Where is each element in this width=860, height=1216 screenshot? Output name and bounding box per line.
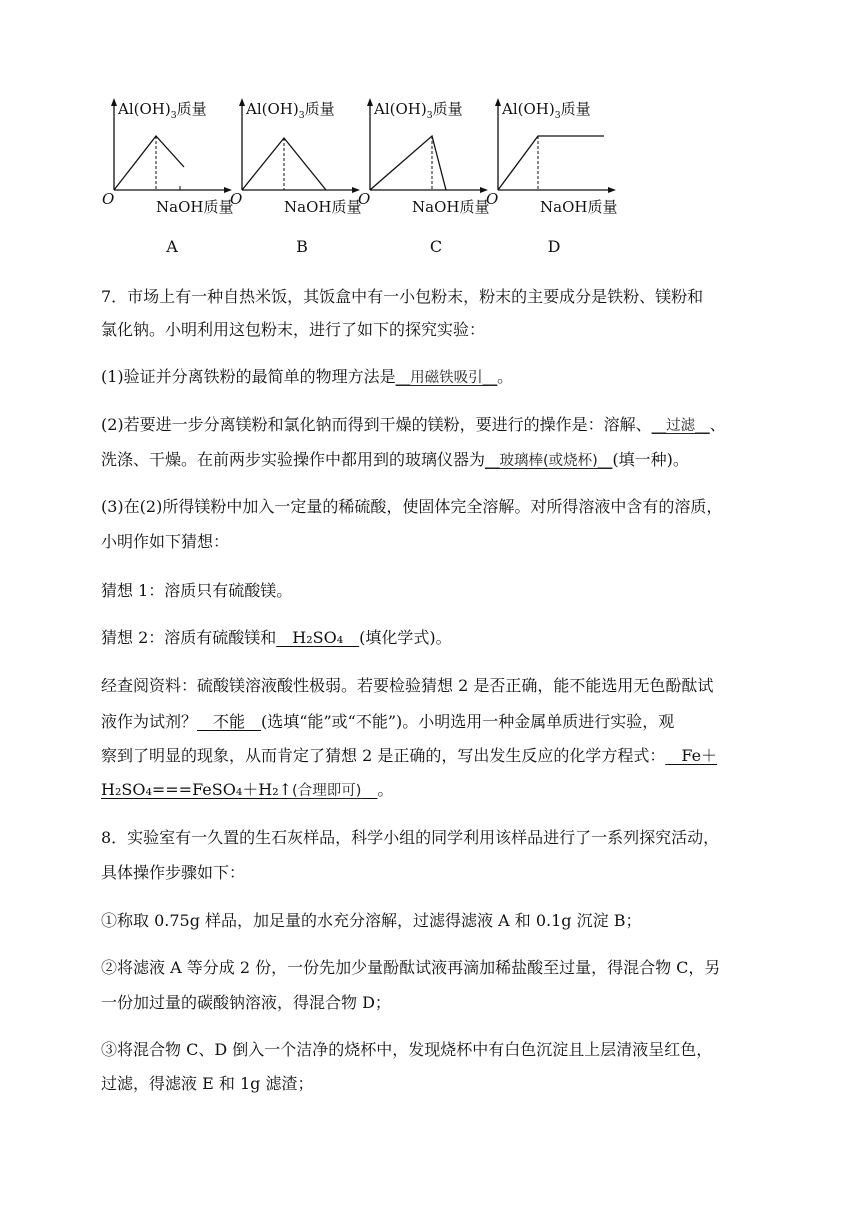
q7-part3-line-1: (3)在(2)所得镁粉中加入一定量的稀硫酸，使固体完全溶解。对所得溶液中含有的溶质， [101, 497, 723, 516]
q7-part1-end: 。 [497, 367, 514, 386]
q8-step-3-line-1: ③将混合物 C、D 倒入一个洁净的烧杯中，发现烧杯中有白色沉淀且上层清液呈红色， [101, 1040, 713, 1059]
caption-a: A [166, 237, 178, 256]
q7-check-line-2 [101, 711, 761, 733]
q7-check-tail: (选填“能”或“不能”)。小明选用一种金属单质进行实验，观 [261, 712, 675, 731]
graph-a [102, 96, 234, 256]
caption-c: C [429, 237, 443, 256]
q7-part2-line-1 [101, 414, 761, 437]
q7-part1-answer: __用磁铁吸引__ [395, 370, 498, 386]
y-axis-label: $Al(OH)_3$质量 [502, 100, 591, 121]
curve [114, 136, 184, 190]
q7-guess-2 [101, 627, 761, 649]
q7-equation-answer: H₂SO₄===FeSO₄＋H₂↑ [101, 780, 293, 799]
x-axis-label: NaOH质量 [284, 198, 362, 216]
graph-c [358, 96, 490, 256]
curve [370, 136, 446, 190]
q7-equation-answer-start: __Fe＋ [665, 746, 718, 765]
caption-b: B [296, 237, 308, 256]
q8-step-2-line-1: ②将滤液 A 等分成 2 份，一份先加少量酚酞试液再滴加稀盐酸至过量，得混合物 C，另 [101, 958, 721, 977]
q8-step-3-line-2: 过滤，得滤液 E 和 1g 滤渣； [101, 1074, 314, 1093]
y-axis-label: $Al(OH)_3$质量 [118, 100, 207, 121]
q7-check-answer: __不能__ [197, 712, 262, 731]
q7-equation-note: (合理即可) [292, 783, 362, 799]
q7-part2-answer: __过滤__ [651, 418, 710, 434]
q8-intro-line-1: 8．实验室有一久置的生石灰样品，科学小组的同学利用该样品进行了一系列探究活动， [101, 828, 720, 847]
q7-check-line-3 [101, 745, 761, 767]
q7-equation-prompt: 察到了明显的现象，从而肯定了猜想 2 是正确的，写出发生反应的化学方程式： [101, 746, 666, 765]
q7-guess-2-end: (填化学式)。 [359, 628, 452, 647]
x-axis-label: NaOH质量 [412, 198, 490, 216]
x-axis-label: NaOH质量 [540, 198, 618, 216]
origin-label: O [230, 190, 243, 208]
x-axis-arrow [608, 187, 616, 193]
curve [498, 136, 604, 190]
y-axis-arrow [239, 98, 245, 106]
q7-part2b-prompt: 洗涤、干燥。在前两步实验操作中都用到的玻璃仪器为 [101, 450, 486, 469]
y-axis-arrow [367, 98, 373, 106]
q7-part1 [101, 366, 761, 389]
y-axis-arrow [111, 98, 117, 106]
q7-guess-2-answer: __H₂SO₄__ [276, 628, 360, 647]
q7-check-prompt: 液作为试剂？ [101, 712, 198, 731]
q8-step-1: ①称取 0.75g 样品，加足量的水充分溶解，过滤得滤液 A 和 0.1g 沉淀 B； [101, 911, 642, 930]
graph-b [230, 96, 362, 256]
q8-step-2-line-2: 一份加过量的碳酸钠溶液，得混合物 D； [101, 993, 391, 1012]
q7-part1-prompt: (1)验证并分离铁粉的最简单的物理方法是 [101, 367, 396, 386]
x-axis-label: NaOH质量 [156, 198, 234, 216]
graph-d [486, 96, 618, 256]
q7-guess-2-prompt: 猜想 2：溶质有硫酸镁和 [101, 628, 277, 647]
q7-guess-1: 猜想 1：溶质只有硫酸镁。 [101, 581, 293, 600]
q7-intro-line-1: 7．市场上有一种自热米饭，其饭盒中有一小包粉末，粉末的主要成分是铁粉、镁粉和 [101, 287, 704, 306]
y-axis-label: $Al(OH)_3$质量 [246, 100, 335, 121]
q7-check-line-4 [101, 779, 761, 802]
origin-label: O [358, 190, 371, 208]
q7-part3-line-2: 小明作如下猜想： [101, 532, 230, 551]
caption-d: D [547, 237, 561, 256]
q8-intro-line-2: 具体操作步骤如下： [101, 863, 246, 882]
q7-part2-sep: 、 [709, 415, 726, 434]
q7-part2-line-2 [101, 449, 761, 472]
graph-row [100, 96, 620, 266]
origin-label: O [486, 190, 499, 208]
q7-intro-line-2: 氯化钠。小明利用这包粉末，进行了如下的探究实验： [101, 320, 486, 339]
q7-equation-blank-end: __ [361, 780, 378, 799]
q7-part2-prompt: (2)若要进一步分离镁粉和氯化钠而得到干燥的镁粉，要进行的操作是：溶解、 [101, 415, 652, 434]
q7-check-line-1: 经查阅资料：硫酸镁溶液酸性极弱。若要检验猜想 2 是否正确，能不能选用无色酚酞试 [101, 676, 714, 695]
q7-part2b-answer: __玻璃棒(或烧杯)__ [485, 453, 613, 469]
y-axis-label: $Al(OH)_3$质量 [374, 100, 463, 121]
q7-part2b-end: (填一种)。 [612, 450, 689, 469]
origin-label: O [102, 190, 115, 208]
y-axis-arrow [495, 98, 501, 106]
q7-equation-end: 。 [377, 780, 394, 799]
